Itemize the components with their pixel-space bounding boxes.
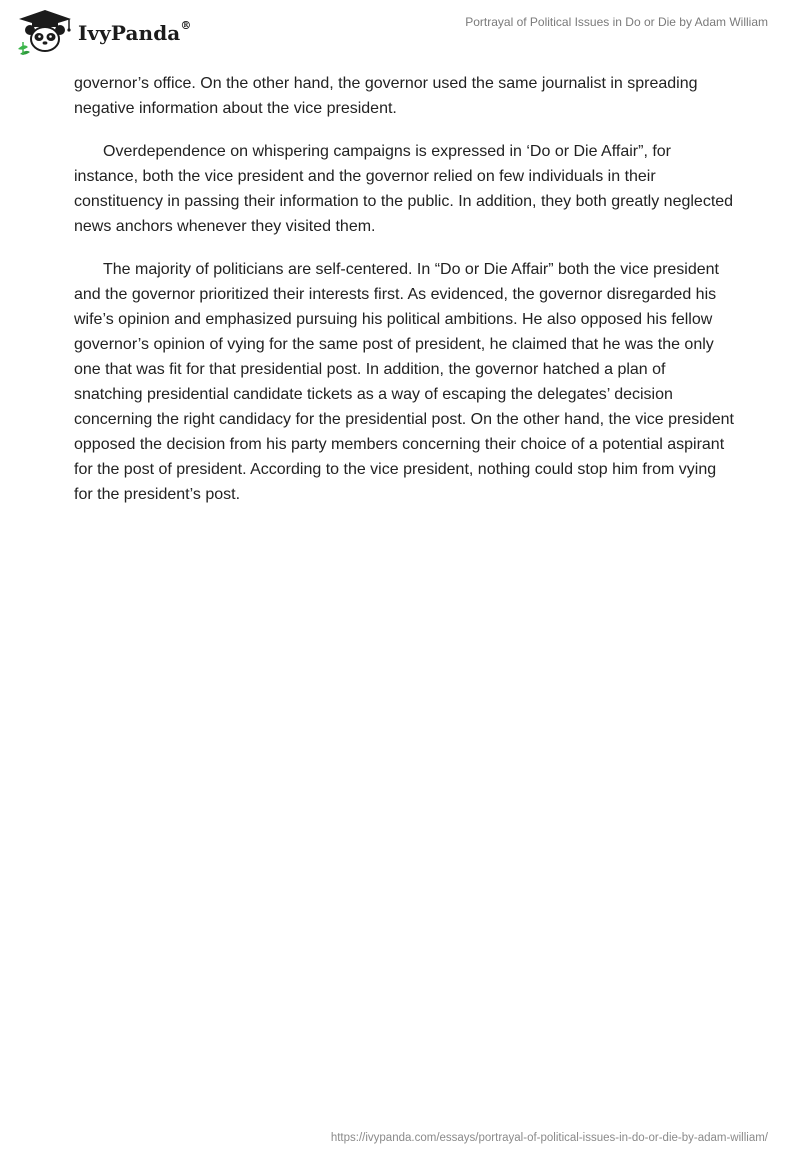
paragraph: Overdependence on whispering campaigns is expressed in ‘Do or Die Affair”, for instance, both the vice president and the governor relied on few individuals in their constituency in passing their information to the public. In addition, they both greatly neglected news anchors whenever they visited them.	[74, 143, 734, 235]
panda-graduate-icon	[14, 9, 76, 55]
essay-body	[74, 71, 734, 525]
paragraph: The majority of politicians are self-centered. In “Do or Die Affair” both the vice president and the governor prioritized their interests first. As evidenced, the governor disregarded his wife’s opinion and emphasized pursuing his political ambitions. He also opposed his fellow governor’s opinion of vying for the same post of president, he claimed that he was the only one that was fit for that presidential post. In addition, the governor hatched a plan of snatching presidential candidate tickets as a way of escaping the delegates’ decision concerning the right candidacy for the presidential post. On the other hand, the vice president opposed the decision from his party members concerning their choice of a potential aspirant for the post of president. According to the vice president, nothing could stop him from vying for the president’s post.	[74, 261, 734, 503]
brand-name: IvyPanda®	[78, 19, 192, 45]
document-title: Portrayal of Political Issues in Do or Die by Adam William	[465, 15, 768, 29]
source-url-link[interactable]: https://ivypanda.com/essays/portrayal-of-political-issues-in-do-or-die-by-adam-william/	[330, 1132, 768, 1144]
paragraph: governor’s office. On the other hand, the governor used the same journalist in spreading negative information about the vice president.	[74, 75, 698, 117]
ivypanda-logo[interactable]	[14, 9, 191, 55]
page-header	[0, 0, 800, 62]
